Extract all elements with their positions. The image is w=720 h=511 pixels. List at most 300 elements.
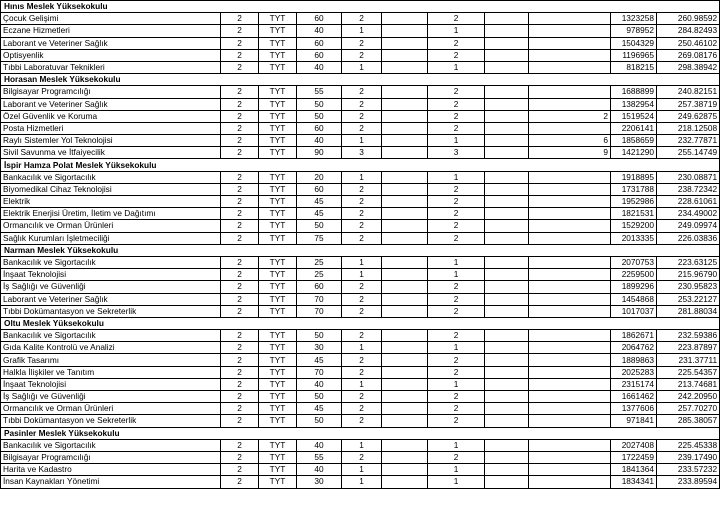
program-name-cell: İş Sağlığı ve Güvenliği	[1, 391, 221, 403]
score-cell: 249.09974	[657, 220, 720, 232]
score-type-cell: TYT	[259, 122, 297, 134]
col-6-cell: 2	[428, 366, 485, 378]
rank-cell: 1529200	[611, 220, 657, 232]
col-1-cell: 2	[221, 269, 259, 281]
col-7-cell	[485, 25, 529, 37]
score-cell: 240.82151	[657, 86, 720, 98]
rank-cell: 1899296	[611, 281, 657, 293]
rank-cell: 2070753	[611, 256, 657, 268]
rank-cell: 1323258	[611, 13, 657, 25]
col-6-cell: 2	[428, 208, 485, 220]
program-name-cell: Bankacılık ve Sigortacılık	[1, 256, 221, 268]
program-name-cell: Laborant ve Veteriner Sağlık	[1, 98, 221, 110]
col-5-cell	[382, 342, 428, 354]
score-type-cell: TYT	[259, 98, 297, 110]
col-8-cell	[529, 476, 611, 488]
col-8-cell	[529, 366, 611, 378]
score-cell: 281.88034	[657, 305, 720, 317]
col-8-cell	[529, 378, 611, 390]
score-cell: 234.49002	[657, 208, 720, 220]
table-row	[1, 37, 720, 49]
col-8-cell	[529, 98, 611, 110]
rank-cell: 818215	[611, 61, 657, 73]
col-5-cell	[382, 61, 428, 73]
col-5-cell	[382, 256, 428, 268]
col-5-cell	[382, 37, 428, 49]
quota-cell: 50	[297, 220, 342, 232]
program-name-cell: Elektrik Enerjisi Üretim, İletim ve Dağıtımı	[1, 208, 221, 220]
col-8-cell: 2	[529, 110, 611, 122]
col-4-cell: 1	[342, 476, 382, 488]
col-8-cell	[529, 256, 611, 268]
col-1-cell: 2	[221, 208, 259, 220]
col-8-cell	[529, 220, 611, 232]
col-6-cell: 2	[428, 13, 485, 25]
col-4-cell: 2	[342, 330, 382, 342]
quota-cell: 30	[297, 342, 342, 354]
score-type-cell: TYT	[259, 476, 297, 488]
col-4-cell: 1	[342, 439, 382, 451]
program-name-cell: Bankacılık ve Sigortacılık	[1, 171, 221, 183]
col-6-cell: 2	[428, 86, 485, 98]
col-7-cell	[485, 13, 529, 25]
score-cell: 231.37711	[657, 354, 720, 366]
col-6-cell: 1	[428, 256, 485, 268]
program-name-cell: Çocuk Gelişimi	[1, 13, 221, 25]
col-6-cell: 1	[428, 439, 485, 451]
quota-cell: 50	[297, 330, 342, 342]
col-8-cell	[529, 403, 611, 415]
col-1-cell: 2	[221, 464, 259, 476]
program-name-cell: Bilgisayar Programcılığı	[1, 86, 221, 98]
col-5-cell	[382, 354, 428, 366]
col-4-cell: 2	[342, 98, 382, 110]
score-cell: 298.38942	[657, 61, 720, 73]
table-body	[1, 1, 720, 489]
table-row	[1, 61, 720, 73]
col-7-cell	[485, 49, 529, 61]
rank-cell: 1889863	[611, 354, 657, 366]
quota-cell: 45	[297, 403, 342, 415]
table-row	[1, 86, 720, 98]
rank-cell: 1722459	[611, 451, 657, 463]
quota-cell: 60	[297, 13, 342, 25]
program-name-cell: Ormancılık ve Orman Ürünleri	[1, 220, 221, 232]
col-7-cell	[485, 98, 529, 110]
rank-cell: 2064762	[611, 342, 657, 354]
table-row	[1, 220, 720, 232]
col-7-cell	[485, 171, 529, 183]
col-7-cell	[485, 305, 529, 317]
col-7-cell	[485, 439, 529, 451]
col-8-cell	[529, 232, 611, 244]
col-6-cell: 1	[428, 25, 485, 37]
rank-cell: 2259500	[611, 269, 657, 281]
score-cell: 257.70270	[657, 403, 720, 415]
col-4-cell: 2	[342, 49, 382, 61]
col-8-cell	[529, 354, 611, 366]
col-4-cell: 2	[342, 305, 382, 317]
rank-cell: 1858659	[611, 135, 657, 147]
score-cell: 260.98592	[657, 13, 720, 25]
col-4-cell: 1	[342, 61, 382, 73]
program-name-cell: Tıbbi Dokümantasyon ve Sekreterlik	[1, 305, 221, 317]
score-cell: 255.14749	[657, 147, 720, 159]
rank-cell: 1918895	[611, 171, 657, 183]
table-row	[1, 98, 720, 110]
col-5-cell	[382, 122, 428, 134]
section-header-row	[1, 1, 720, 13]
col-1-cell: 2	[221, 293, 259, 305]
col-5-cell	[382, 451, 428, 463]
score-type-cell: TYT	[259, 378, 297, 390]
score-type-cell: TYT	[259, 439, 297, 451]
table-row	[1, 269, 720, 281]
col-4-cell: 1	[342, 342, 382, 354]
score-cell: 269.08176	[657, 49, 720, 61]
table-row	[1, 330, 720, 342]
col-8-cell: 9	[529, 147, 611, 159]
col-6-cell: 2	[428, 49, 485, 61]
score-cell: 223.87897	[657, 342, 720, 354]
program-name-cell: İnşaat Teknolojisi	[1, 378, 221, 390]
score-cell: 253.22127	[657, 293, 720, 305]
col-5-cell	[382, 269, 428, 281]
program-name-cell: Özel Güvenlik ve Koruma	[1, 110, 221, 122]
quota-cell: 70	[297, 305, 342, 317]
quota-cell: 90	[297, 147, 342, 159]
col-6-cell: 2	[428, 391, 485, 403]
col-6-cell: 2	[428, 183, 485, 195]
col-6-cell: 3	[428, 147, 485, 159]
col-4-cell: 2	[342, 196, 382, 208]
score-type-cell: TYT	[259, 293, 297, 305]
col-7-cell	[485, 147, 529, 159]
col-7-cell	[485, 220, 529, 232]
quota-cell: 60	[297, 37, 342, 49]
col-4-cell: 2	[342, 37, 382, 49]
col-1-cell: 2	[221, 147, 259, 159]
col-4-cell: 2	[342, 183, 382, 195]
quota-cell: 50	[297, 98, 342, 110]
col-8-cell	[529, 269, 611, 281]
col-6-cell: 2	[428, 415, 485, 427]
program-name-cell: Halkla İlişkiler ve Tanıtım	[1, 366, 221, 378]
table-row	[1, 147, 720, 159]
col-4-cell: 3	[342, 147, 382, 159]
score-type-cell: TYT	[259, 196, 297, 208]
score-type-cell: TYT	[259, 13, 297, 25]
col-1-cell: 2	[221, 98, 259, 110]
col-5-cell	[382, 281, 428, 293]
quota-cell: 60	[297, 122, 342, 134]
col-6-cell: 1	[428, 171, 485, 183]
score-cell: 249.62875	[657, 110, 720, 122]
col-5-cell	[382, 366, 428, 378]
col-4-cell: 2	[342, 403, 382, 415]
col-1-cell: 2	[221, 281, 259, 293]
col-1-cell: 2	[221, 391, 259, 403]
quota-cell: 25	[297, 256, 342, 268]
score-type-cell: TYT	[259, 183, 297, 195]
score-cell: 250.46102	[657, 37, 720, 49]
score-cell: 233.57232	[657, 464, 720, 476]
col-4-cell: 2	[342, 110, 382, 122]
col-1-cell: 2	[221, 171, 259, 183]
col-4-cell: 2	[342, 220, 382, 232]
rank-cell: 1952986	[611, 196, 657, 208]
col-5-cell	[382, 135, 428, 147]
col-1-cell: 2	[221, 220, 259, 232]
col-5-cell	[382, 183, 428, 195]
section-header-row	[1, 427, 720, 439]
quota-cell: 50	[297, 415, 342, 427]
col-6-cell: 2	[428, 196, 485, 208]
col-8-cell	[529, 86, 611, 98]
col-7-cell	[485, 293, 529, 305]
quota-cell: 50	[297, 391, 342, 403]
rank-cell: 1688899	[611, 86, 657, 98]
table-row	[1, 281, 720, 293]
col-7-cell	[485, 403, 529, 415]
score-cell: 213.74681	[657, 378, 720, 390]
col-4-cell: 2	[342, 415, 382, 427]
score-type-cell: TYT	[259, 281, 297, 293]
quota-cell: 40	[297, 135, 342, 147]
table-row	[1, 464, 720, 476]
score-type-cell: TYT	[259, 269, 297, 281]
col-5-cell	[382, 415, 428, 427]
col-5-cell	[382, 293, 428, 305]
col-8-cell	[529, 122, 611, 134]
program-name-cell: Tıbbi Laboratuvar Teknikleri	[1, 61, 221, 73]
score-type-cell: TYT	[259, 366, 297, 378]
rank-cell: 978952	[611, 25, 657, 37]
col-7-cell	[485, 135, 529, 147]
col-7-cell	[485, 281, 529, 293]
col-8-cell	[529, 25, 611, 37]
score-cell: 225.54357	[657, 366, 720, 378]
col-4-cell: 1	[342, 378, 382, 390]
col-6-cell: 2	[428, 403, 485, 415]
table-row	[1, 451, 720, 463]
col-4-cell: 1	[342, 171, 382, 183]
col-5-cell	[382, 391, 428, 403]
col-4-cell: 2	[342, 232, 382, 244]
rank-cell: 1454868	[611, 293, 657, 305]
section-title: Pasinler Meslek Yüksekokulu	[1, 427, 720, 439]
rank-cell: 1377606	[611, 403, 657, 415]
quota-cell: 40	[297, 378, 342, 390]
rank-cell: 2315174	[611, 378, 657, 390]
table-row	[1, 196, 720, 208]
col-1-cell: 2	[221, 256, 259, 268]
program-name-cell: Laborant ve Veteriner Sağlık	[1, 37, 221, 49]
col-1-cell: 2	[221, 122, 259, 134]
col-8-cell	[529, 281, 611, 293]
col-7-cell	[485, 451, 529, 463]
col-6-cell: 2	[428, 305, 485, 317]
rank-cell: 1821531	[611, 208, 657, 220]
section-title: Oltu Meslek Yüksekokulu	[1, 317, 720, 329]
col-8-cell: 6	[529, 135, 611, 147]
table-row	[1, 342, 720, 354]
program-name-cell: Gıda Kalite Kontrolü ve Analizi	[1, 342, 221, 354]
col-4-cell: 1	[342, 269, 382, 281]
score-type-cell: TYT	[259, 86, 297, 98]
rank-cell: 1519524	[611, 110, 657, 122]
col-4-cell: 1	[342, 135, 382, 147]
score-type-cell: TYT	[259, 171, 297, 183]
quota-cell: 40	[297, 464, 342, 476]
quota-cell: 45	[297, 196, 342, 208]
rank-cell: 1661462	[611, 391, 657, 403]
col-5-cell	[382, 232, 428, 244]
col-5-cell	[382, 208, 428, 220]
program-name-cell: Sivil Savunma ve İtfaiyecilik	[1, 147, 221, 159]
col-5-cell	[382, 49, 428, 61]
col-5-cell	[382, 25, 428, 37]
rank-cell: 1017037	[611, 305, 657, 317]
quota-cell: 75	[297, 232, 342, 244]
col-7-cell	[485, 354, 529, 366]
col-6-cell: 2	[428, 293, 485, 305]
score-type-cell: TYT	[259, 305, 297, 317]
col-5-cell	[382, 13, 428, 25]
col-5-cell	[382, 378, 428, 390]
program-name-cell: Biyomedikal Cihaz Teknolojisi	[1, 183, 221, 195]
table-row	[1, 403, 720, 415]
quota-cell: 20	[297, 171, 342, 183]
score-cell: 226.03836	[657, 232, 720, 244]
col-8-cell	[529, 305, 611, 317]
rank-cell: 1504329	[611, 37, 657, 49]
program-name-cell: Sağlık Kurumları İşletmeciliği	[1, 232, 221, 244]
col-1-cell: 2	[221, 354, 259, 366]
col-6-cell: 2	[428, 451, 485, 463]
col-1-cell: 2	[221, 342, 259, 354]
section-header-row	[1, 74, 720, 86]
col-8-cell	[529, 415, 611, 427]
col-4-cell: 2	[342, 366, 382, 378]
quota-cell: 45	[297, 354, 342, 366]
col-6-cell: 2	[428, 354, 485, 366]
section-title: Narman Meslek Yüksekokulu	[1, 244, 720, 256]
table-row	[1, 49, 720, 61]
col-1-cell: 2	[221, 37, 259, 49]
score-type-cell: TYT	[259, 135, 297, 147]
score-cell: 228.61061	[657, 196, 720, 208]
col-5-cell	[382, 464, 428, 476]
program-name-cell: Eczane Hizmetleri	[1, 25, 221, 37]
score-type-cell: TYT	[259, 220, 297, 232]
table-row	[1, 366, 720, 378]
col-8-cell	[529, 183, 611, 195]
score-cell: 242.20950	[657, 391, 720, 403]
score-cell: 239.17490	[657, 451, 720, 463]
score-type-cell: TYT	[259, 49, 297, 61]
col-1-cell: 2	[221, 378, 259, 390]
table-row	[1, 415, 720, 427]
score-type-cell: TYT	[259, 451, 297, 463]
col-4-cell: 2	[342, 293, 382, 305]
score-type-cell: TYT	[259, 110, 297, 122]
program-name-cell: Bankacılık ve Sigortacılık	[1, 439, 221, 451]
rank-cell: 971841	[611, 415, 657, 427]
rank-cell: 1731788	[611, 183, 657, 195]
score-type-cell: TYT	[259, 415, 297, 427]
col-1-cell: 2	[221, 49, 259, 61]
col-7-cell	[485, 391, 529, 403]
score-cell: 230.08871	[657, 171, 720, 183]
score-cell: 225.45338	[657, 439, 720, 451]
col-7-cell	[485, 37, 529, 49]
program-name-cell: Bankacılık ve Sigortacılık	[1, 330, 221, 342]
col-1-cell: 2	[221, 403, 259, 415]
table-row	[1, 13, 720, 25]
col-8-cell	[529, 196, 611, 208]
quota-cell: 60	[297, 183, 342, 195]
table-row	[1, 378, 720, 390]
quota-cell: 70	[297, 293, 342, 305]
score-cell: 238.72342	[657, 183, 720, 195]
col-6-cell: 2	[428, 232, 485, 244]
col-8-cell	[529, 391, 611, 403]
program-name-cell: Laborant ve Veteriner Sağlık	[1, 293, 221, 305]
rank-cell: 2025283	[611, 366, 657, 378]
quota-cell: 25	[297, 269, 342, 281]
score-cell: 284.82493	[657, 25, 720, 37]
col-1-cell: 2	[221, 183, 259, 195]
col-7-cell	[485, 232, 529, 244]
col-1-cell: 2	[221, 135, 259, 147]
col-5-cell	[382, 110, 428, 122]
score-cell: 232.59386	[657, 330, 720, 342]
table-row	[1, 439, 720, 451]
col-8-cell	[529, 342, 611, 354]
score-type-cell: TYT	[259, 342, 297, 354]
score-cell: 230.95823	[657, 281, 720, 293]
section-header-row	[1, 159, 720, 171]
score-type-cell: TYT	[259, 25, 297, 37]
score-type-cell: TYT	[259, 147, 297, 159]
col-6-cell: 2	[428, 220, 485, 232]
score-type-cell: TYT	[259, 208, 297, 220]
col-8-cell	[529, 464, 611, 476]
score-cell: 233.89594	[657, 476, 720, 488]
col-1-cell: 2	[221, 439, 259, 451]
quota-cell: 50	[297, 110, 342, 122]
col-7-cell	[485, 342, 529, 354]
col-8-cell	[529, 330, 611, 342]
col-4-cell: 2	[342, 122, 382, 134]
col-4-cell: 2	[342, 391, 382, 403]
program-name-cell: Optisyenlik	[1, 49, 221, 61]
program-name-cell: İş Sağlığı ve Güvenliği	[1, 281, 221, 293]
col-8-cell	[529, 208, 611, 220]
program-name-cell: Harita ve Kadastro	[1, 464, 221, 476]
table-row	[1, 256, 720, 268]
table-row	[1, 305, 720, 317]
col-1-cell: 2	[221, 415, 259, 427]
score-cell: 218.12508	[657, 122, 720, 134]
program-name-cell: Elektrik	[1, 196, 221, 208]
score-cell: 257.38719	[657, 98, 720, 110]
col-7-cell	[485, 122, 529, 134]
col-4-cell: 2	[342, 86, 382, 98]
table-row	[1, 354, 720, 366]
quota-cell: 40	[297, 439, 342, 451]
